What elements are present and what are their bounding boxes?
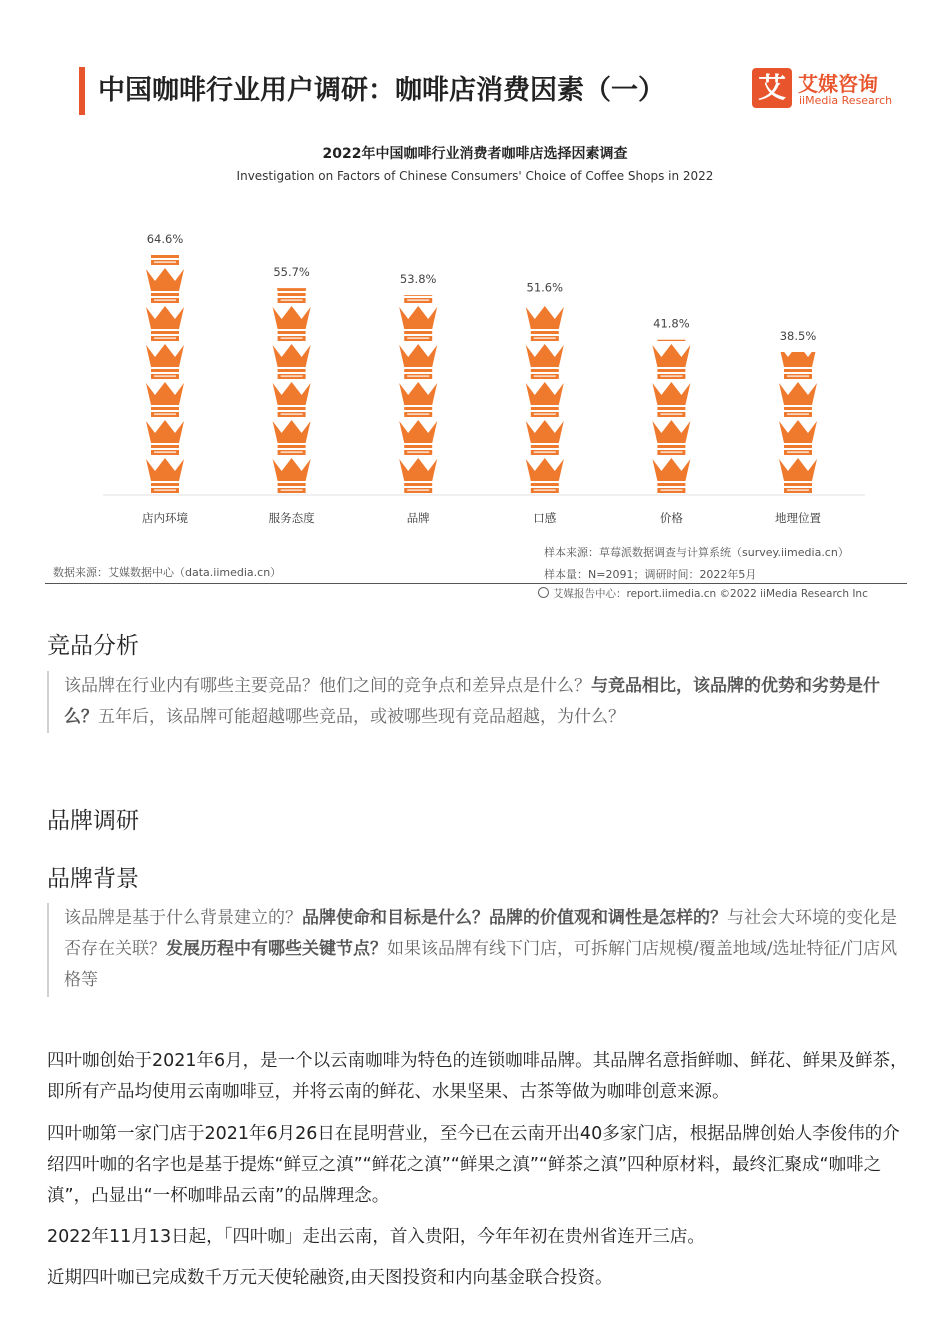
chart-title: 2022年中国咖啡行业消费者咖啡店选择因素调查 — [322, 146, 628, 162]
bar-3 — [399, 268, 437, 493]
value-label-1: 64.6% — [146, 232, 184, 247]
competitor-questions — [47, 671, 909, 733]
competitor-q2: 与竞品相比，该品牌的优势和劣势是什么？ — [64, 676, 880, 727]
footer-divider — [45, 583, 907, 584]
brand-background-questions — [47, 903, 909, 997]
report-footer — [538, 586, 868, 601]
bar-5 — [652, 306, 690, 493]
category-label-5: 价格 — [659, 511, 683, 525]
bar-6 — [779, 344, 817, 493]
value-label-4: 51.6% — [526, 280, 564, 295]
globe-icon — [538, 587, 549, 598]
paragraph-first-store: 四叶咖第一家门店于2021年6月26日在昆明营业，至今已在云南开出40多家门店，根据品牌创始人李俊伟的介绍四叶咖的名字也是基于提炼“鲜豆之滇”“鲜花之滇”“鲜果之滇”“鲜茶之滇”四种原材料，最终汇聚成“咖啡之滇”，凸显出“一杯咖啡品云南”的品牌理念。 — [47, 1124, 900, 1206]
logo-en-text: iiMedia Research — [799, 94, 893, 107]
heading-brand-background: 品牌背景 — [47, 866, 139, 892]
paragraph-founding: 四叶咖创始于2021年6月，是一个以云南咖啡为特色的连锁咖啡品牌。其品牌名意指鲜咖、鲜花、鲜果及鲜茶，即所有产品均使用云南咖啡豆，并将云南的鲜花、水果坚果、古茶等做为咖啡创意来源。 — [47, 1051, 908, 1102]
sample-size: 样本量：N=2091；调研时间：2022年5月 — [544, 568, 757, 581]
report-figure — [45, 55, 907, 607]
footer-text: 艾媒报告中心：report.iimedia.cn ©2022 iiMedia Research Inc — [553, 588, 868, 600]
category-label-1: 店内环境 — [142, 511, 188, 525]
background-q3: 与社会大环境的变化是否存在关联？ — [64, 908, 897, 959]
iimedia-logo — [752, 68, 892, 112]
bar-2 — [273, 268, 311, 493]
pictogram-bar-chart — [45, 195, 905, 540]
paragraph-funding: 近期四叶咖已完成数千万元天使轮融资,由天图投资和内向基金联合投资。 — [47, 1268, 613, 1288]
category-label-3: 品牌 — [406, 511, 430, 525]
value-label-6: 38.5% — [779, 329, 817, 343]
category-label-6: 地理位置 — [775, 511, 821, 525]
heading-brand-research: 品牌调研 — [47, 808, 139, 834]
value-label-5: 41.8% — [653, 316, 690, 331]
value-label-3: 53.8% — [399, 272, 437, 287]
value-label-2: 55.7% — [273, 265, 310, 280]
background-q5: 如果该品牌有线下门店，可拆解门店规模/覆盖地域/选址特征/门店风格等 — [64, 939, 898, 990]
competitor-q3: 五年后，该品牌可能超越哪些竞品，或被哪些现有竞品超越，为什么？ — [98, 707, 625, 727]
logo-cn-text: 艾媒咨询 — [798, 72, 878, 96]
data-source: 数据来源：艾媒数据中心（data.iimedia.cn） — [53, 566, 282, 579]
report-title: 中国咖啡行业用户调研：咖啡店消费因素（一） — [98, 75, 665, 106]
background-q4: 发展历程中有哪些关键节点？ — [166, 939, 387, 959]
title-accent-bar — [79, 67, 85, 115]
bar-4 — [526, 268, 564, 493]
logo-mark: 艾 — [752, 68, 792, 108]
background-q2: 品牌使命和目标是什么？品牌的价值观和调性是怎样的？ — [302, 908, 727, 928]
category-label-4: 口感 — [533, 511, 557, 525]
bar-1 — [146, 230, 184, 493]
paragraph-expansion: 2022年11月13日起，「四叶咖」走出云南，首入贵阳，今年年初在贵州省连开三店。 — [47, 1227, 705, 1247]
chart-subtitle: Investigation on Factors of Chinese Consumers' Choice of Coffee Shops in 2022 — [236, 169, 714, 183]
sample-source: 样本来源：草莓派数据调查与计算系统（survey.iimedia.cn） — [544, 546, 849, 559]
heading-competitor-analysis: 竞品分析 — [47, 633, 139, 659]
background-q1: 该品牌是基于什么背景建立的？ — [64, 908, 302, 928]
competitor-q1: 该品牌在行业内有哪些主要竞品？他们之间的竞争点和差异点是什么？ — [64, 676, 591, 696]
category-label-2: 服务态度 — [268, 511, 315, 525]
